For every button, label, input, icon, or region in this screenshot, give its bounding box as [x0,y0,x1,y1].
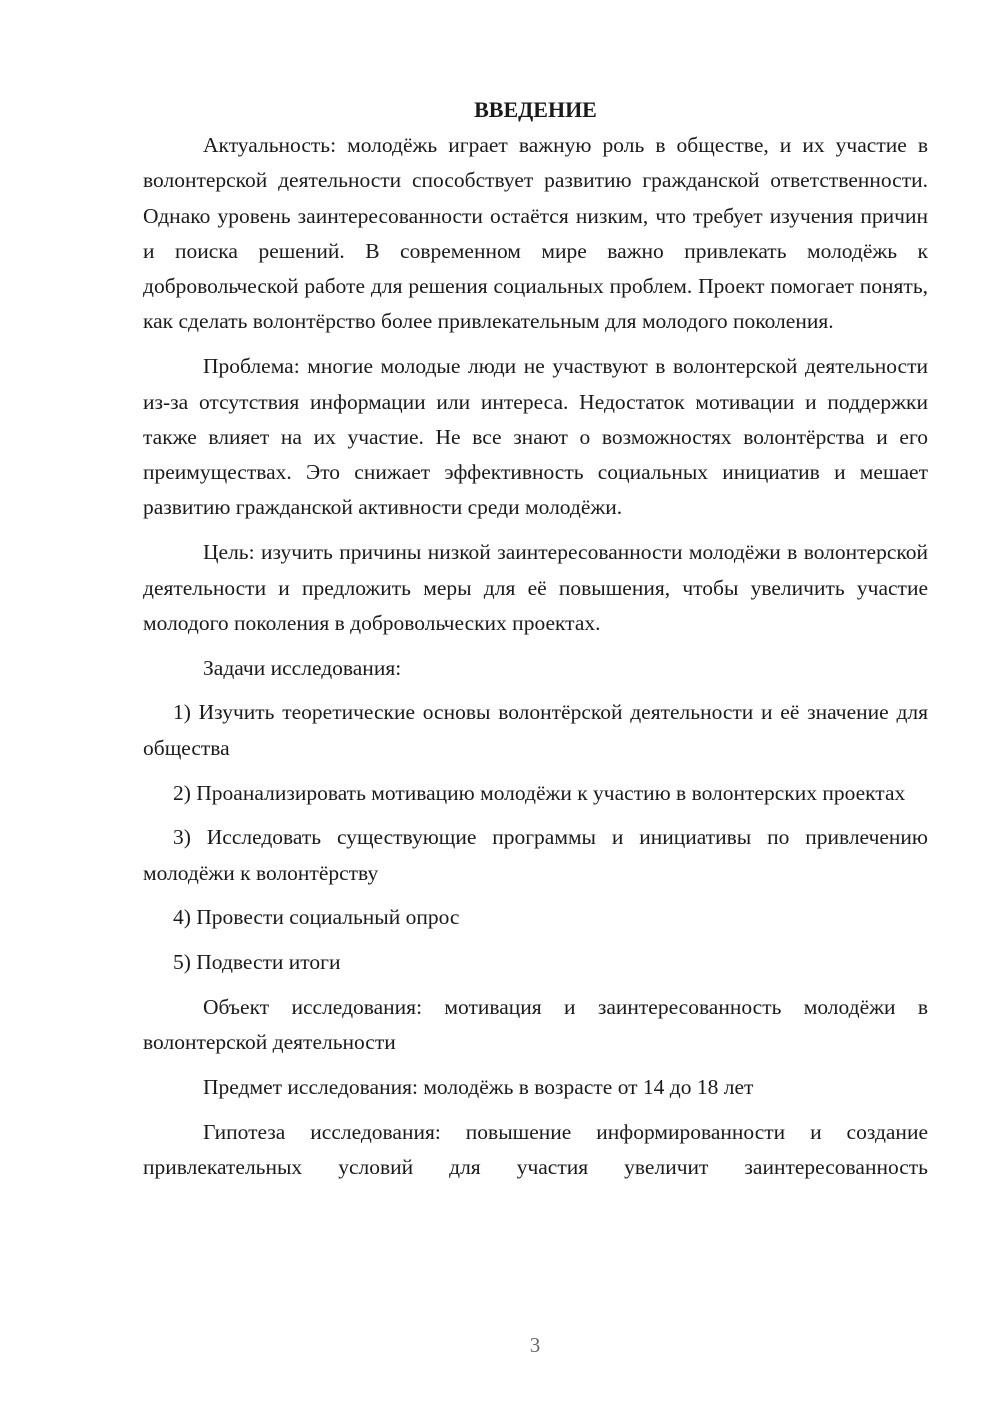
paragraph-relevance: Актуальность: молодёжь играет важную роль в обществе, и их участие в волонтерской деятельности способствует развитию гражданской ответственности. Однако уровень заинтересованности остаётся низким, что требует изучения причин и поиска решений. В современном мире важно привлекать молодёжь к добровольческой работе для решения социальных проблем. Проект помогает понять, как сделать волонтёрство более привлекательным для молодого поколения. [143,133,928,334]
task-item-4: 4) Провести социальный опрос [173,905,460,930]
tasks-title: Задачи исследования: [203,655,402,680]
paragraph-problem: Проблема: многие молодые люди не участвуют в волонтерской деятельности из-за отсутствия информации или интереса. Недостаток мотивации и поддержки также влияет на их участие. Не все знают о возможностях волонтёрства и его преимуществах. Это снижает эффективность социальных инициатив и мешает развитию гражданской активности среди молодёжи. [143,354,928,520]
section-heading: ВВЕДЕНИЕ [474,97,597,122]
task-item-5: 5) Подвести итоги [173,950,341,975]
task-item-2: 2) Проанализировать мотивацию молодёжи к участию в волонтерских проектах [173,780,906,805]
paragraph-subject: Предмет исследования: молодёжь в возрасте от 14 до 18 лет [203,1075,754,1100]
page-number: 3 [529,1333,541,1357]
page-content [143,92,928,1186]
task-item-3: 3) Исследовать существующие программы и инициативы по привлечению молодёжи к волонтёрству [143,825,928,885]
task-item-1: 1) Изучить теоретические основы волонтёрской деятельности и её значение для общества [143,700,928,760]
paragraph-hypothesis: Гипотеза исследования: повышение информированности и создание привлекательных условий для участия увеличит заинтересованность [143,1119,928,1180]
paragraph-goal: Цель: изучить причины низкой заинтересованности молодёжи в волонтерской деятельности и предложить меры для её повышения, чтобы увеличить участие молодого поколения в добровольческих проектах. [143,540,928,635]
paragraph-object: Объект исследования: мотивация и заинтересованность молодёжи в волонтерской деятельности [143,995,928,1055]
